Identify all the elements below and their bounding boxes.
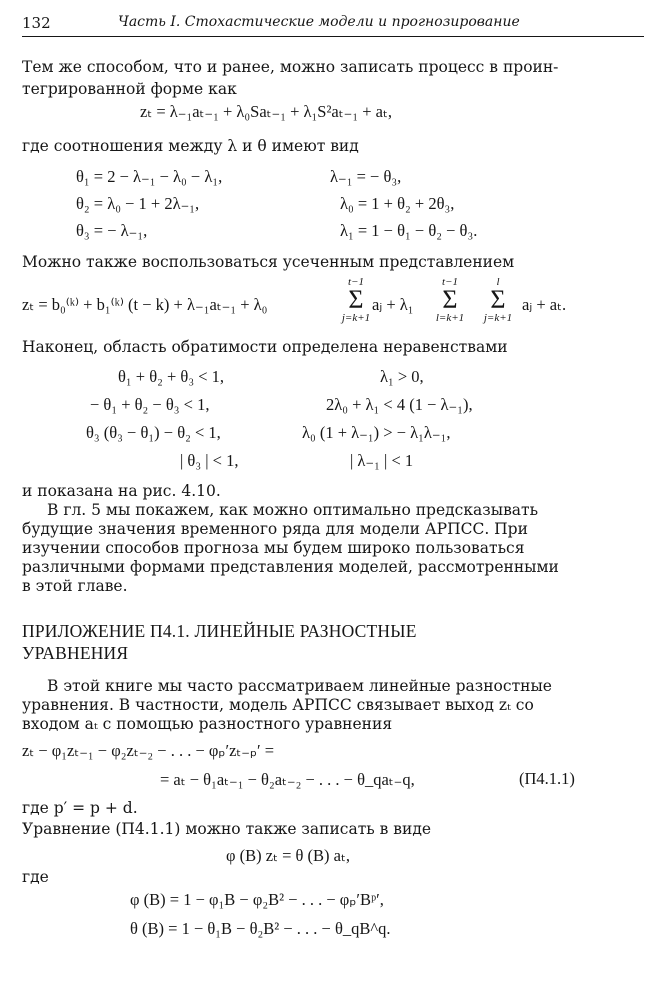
text-line: будущие значения временного ряда для модели АРПСС. При (22, 520, 528, 538)
text-line: Тем же способом, что и ранее, можно записать процесс в проин- (22, 58, 559, 76)
difference-equation-line2: = aₜ − θ₁aₜ₋₁ − θ₂aₜ₋₂ − . . . − θ_qaₜ₋q, (160, 770, 415, 789)
theta-definition: θ (B) = 1 − θ₁B − θ₂B² − . . . − θ_qB^q. (130, 919, 391, 938)
phi-definition: φ (B) = 1 − φ₁B − φ₂B² − . . . − φₚ′Bᵖ′, (130, 890, 384, 909)
relation-right: λ₋₁ = − θ₃, (330, 167, 402, 186)
inequality-left: θ₃ (θ₃ − θ₁) − θ₂ < 1, (86, 423, 221, 442)
text-line: где соотношения между λ и θ имеют вид (22, 137, 359, 155)
text-line: В этой книге мы часто рассматриваем линейные разностные (47, 677, 552, 695)
text-line: и показана на рис. 4.10. (22, 482, 221, 500)
relation-left: θ₃ = − λ₋₁, (76, 221, 148, 240)
text-line: Наконец, область обратимости определена неравенствами (22, 338, 508, 356)
text-line: тегрированной форме как (22, 80, 237, 98)
equation-integrated-form: zₜ = λ₋₁aₜ₋₁ + λ₀Saₜ₋₁ + λ₁S²aₜ₋₁ + aₜ, (140, 102, 392, 121)
relation-left: θ₂ = λ₀ − 1 + 2λ₋₁, (76, 194, 200, 213)
appendix-title: УРАВНЕНИЯ (22, 643, 129, 663)
truncated-eq-part2: aⱼ + λ₁ (372, 295, 414, 314)
summation-2: t−1 Σ l=k+1 (435, 276, 465, 324)
running-header (22, 10, 644, 37)
inequality-right: 2λ₀ + λ₁ < 4 (1 − λ₋₁), (326, 395, 473, 414)
equation-label: (П4.1.1) (519, 769, 575, 788)
inequality-left: θ₁ + θ₂ + θ₃ < 1, (118, 367, 225, 386)
inequality-left: | θ₃ | < 1, (180, 451, 239, 470)
relation-right: λ₁ = 1 − θ₁ − θ₂ − θ₃. (340, 221, 478, 240)
text-line: Можно также воспользоваться усеченным представлением (22, 253, 515, 271)
text-line: входом aₜ с помощью разностного уравнения (22, 715, 393, 733)
truncated-eq-part3: aⱼ + aₜ. (522, 295, 567, 314)
relation-right: λ₀ = 1 + θ₂ + 2θ₃, (340, 194, 455, 213)
text-line: различными формами представления моделей, рассмотренными (22, 558, 559, 576)
page-number: 132 (22, 14, 51, 32)
inequality-left: − θ₁ + θ₂ − θ₃ < 1, (90, 395, 210, 414)
running-title: Часть I. Стохастические модели и прогнозирование (118, 14, 520, 30)
inequality-right: λ₁ > 0, (380, 367, 424, 386)
truncated-eq-part1: zₜ = b₀⁽ᵏ⁾ + b₁⁽ᵏ⁾ (t − k) + λ₋₁aₜ₋₁ + λ₀ (22, 295, 268, 314)
operator-equation: φ (B) zₜ = θ (B) aₜ, (226, 846, 350, 865)
text-line: уравнения. В частности, модель АРПСС связывает выход zₜ со (22, 696, 534, 714)
summation-3: l Σ j=k+1 (483, 276, 513, 324)
difference-equation-line1: zₜ − φ₁zₜ₋₁ − φ₂zₜ₋₂ − . . . − φₚ′zₜ₋ₚ′ = (22, 741, 275, 760)
text-line: где p′ = p + d. (22, 799, 138, 817)
text-line: изучении способов прогноза мы будем широко пользоваться (22, 539, 525, 557)
summation-1: t−1 Σ j=k+1 (341, 276, 371, 324)
inequality-right: λ₀ (1 + λ₋₁) > − λ₁λ₋₁, (302, 423, 451, 442)
text-line: Уравнение (П4.1.1) можно также записать в виде (22, 820, 432, 838)
relation-left: θ₁ = 2 − λ₋₁ − λ₀ − λ₁, (76, 167, 223, 186)
appendix-title: ПРИЛОЖЕНИЕ П4.1. ЛИНЕЙНЫЕ РАЗНОСТНЫЕ (22, 621, 417, 641)
inequality-right: | λ₋₁ | < 1 (350, 451, 414, 470)
text-line: В гл. 5 мы покажем, как можно оптимально предсказывать (47, 501, 539, 519)
text-line: где (22, 868, 49, 886)
text-line: в этой главе. (22, 577, 128, 595)
